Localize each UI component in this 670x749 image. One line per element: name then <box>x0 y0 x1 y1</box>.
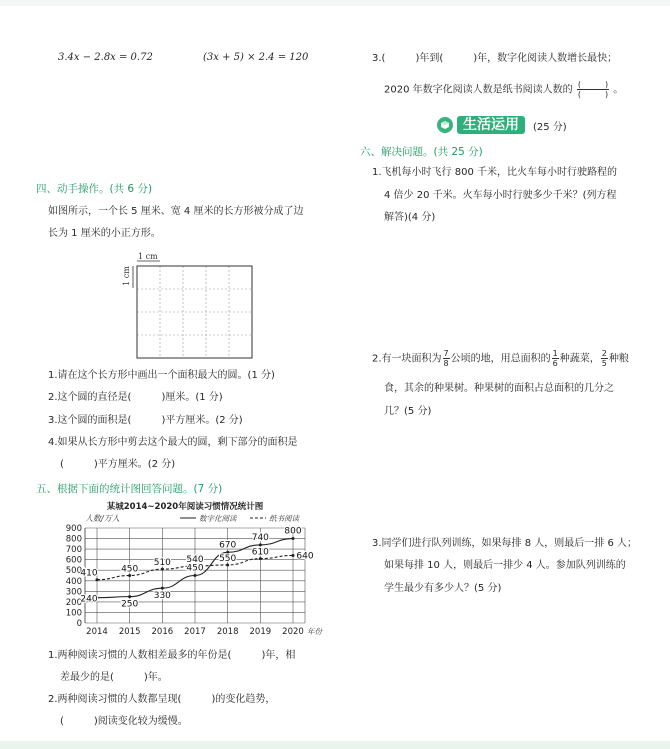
problem-2-line3: 几？(5 分) <box>384 406 432 417</box>
data-label: 450 <box>121 564 139 575</box>
p2-mid1: 公顷的地，用总面积的 <box>450 353 551 365</box>
x-tick-label: 2019 <box>249 627 272 637</box>
q3-frac-den: ( ) <box>577 90 609 99</box>
reading-chart <box>55 500 325 642</box>
legend-label-0: 数字化阅读 <box>199 514 237 523</box>
data-point <box>259 543 262 546</box>
data-label: 550 <box>219 553 237 564</box>
section-5-q3-fraction <box>577 80 609 99</box>
life-application-banner <box>437 116 567 134</box>
p2-f3-num: 2 <box>601 349 607 358</box>
section-4-q3: 3.这个圆的面积是( )平方厘米。(2 分) <box>48 415 243 426</box>
data-label: 800 <box>284 526 302 537</box>
grid-inner-lines <box>137 266 252 358</box>
equation-2: (3x + 5) × 2.4 = 120 <box>203 52 309 63</box>
section-4-heading: 四、动手操作。(共 6 分) <box>36 183 153 195</box>
q3-frac-num: ( ) <box>577 80 609 89</box>
problem-2-line2: 食，其余的种果树。种果树的面积占总面积的几分之 <box>384 383 614 394</box>
p2-fraction-2 <box>552 349 559 368</box>
section-4-intro-line1: 如图所示，一个长 5 厘米、宽 4 厘米的长方形被分成了边 <box>48 206 304 217</box>
grid-figure <box>120 250 260 362</box>
p2-post: 种粮 <box>608 353 629 365</box>
data-point <box>292 554 295 557</box>
top-strip <box>0 0 670 6</box>
section-5-q3-line2-post: 。 <box>613 84 624 96</box>
y-tick-label: 700 <box>65 545 82 556</box>
section-5-q3-line2-pre: 2020 年数字化阅读人数是纸书阅读人数的 <box>384 84 573 96</box>
x-tick-label: 2016 <box>151 627 174 637</box>
x-tick-label: 2020 <box>282 627 304 637</box>
problem-1-line1: 1.飞机每小时飞行 800 千米，比火车每小时行驶路程的 <box>372 167 617 178</box>
y-tick-label: 400 <box>65 576 82 587</box>
y-tick-label: 500 <box>65 566 82 577</box>
y-tick-label: 100 <box>65 608 82 619</box>
problem-1-line2: 4 倍少 20 千米。火车每小时行驶多少千米？(列方程 <box>384 190 617 201</box>
section-4-q2: 2.这个圆的直径是( )厘米。(1 分) <box>48 392 223 403</box>
p2-f2-den: 6 <box>552 359 558 368</box>
x-tick-label: 2014 <box>86 627 108 637</box>
grid-svg <box>120 250 260 362</box>
section-4-q4-line2: ( )平方厘米。(2 分) <box>60 459 176 470</box>
grid-unit-label: 1 cm <box>138 252 158 261</box>
data-point <box>292 537 295 540</box>
data-label: 640 <box>296 551 314 562</box>
chart-ylabel: 人数/万人 <box>85 514 120 523</box>
problem-3-line2: 如果每排 10 人，则最后一排少 4 人。参加队列训练的 <box>384 560 626 571</box>
problem-3-line3: 学生最少有多少人？(5 分) <box>384 583 502 594</box>
section-6-heading: 六、解决问题。(共 25 分) <box>360 146 483 158</box>
section-4-q1: 1.请在这个长方形中画出一个面积最大的圆。(1 分) <box>48 370 275 381</box>
p2-f3-den: 5 <box>601 359 607 368</box>
x-tick-label: 2015 <box>118 627 141 637</box>
y-tick-label: 600 <box>65 555 82 566</box>
legend-label-1: 纸书阅读 <box>269 514 299 523</box>
y-tick-label: 0 <box>76 619 82 629</box>
chart-title: 某城2014~2020年阅读习惯情况统计图 <box>106 502 264 512</box>
p2-f1-num: 7 <box>443 349 449 358</box>
p2-fraction-1 <box>443 349 450 368</box>
chart-x-ticks <box>86 627 323 637</box>
p2-mid2: 种蔬菜， <box>559 353 600 365</box>
data-label: 670 <box>219 540 237 551</box>
y-tick-label: 200 <box>65 597 82 608</box>
p2-f1-den: 8 <box>443 359 449 368</box>
section-5-q3-line2 <box>384 80 623 99</box>
banner-title: 生活运用 <box>457 116 525 134</box>
problem-2-line1 <box>372 349 629 368</box>
y-tick-label: 300 <box>65 587 82 598</box>
p2-fraction-3 <box>601 349 608 368</box>
banner-score: (25 分) <box>533 121 567 133</box>
section-5-q1-line1: 1.两种阅读习惯的人数相差最多的年份是( )年，相 <box>48 650 296 661</box>
chart-xlabel: 年份 <box>307 627 322 636</box>
data-label: 330 <box>153 591 171 602</box>
data-label: 510 <box>153 558 171 569</box>
section-4-q4-line1: 4.如果从长方形中剪去这个最大的圆，剩下部分的面积是 <box>48 437 298 448</box>
data-point <box>128 595 131 598</box>
equation-1: 3.4x − 2.8x = 0.72 <box>58 52 153 63</box>
bottom-strip <box>0 741 670 749</box>
chart-svg <box>55 500 325 642</box>
y-tick-label: 800 <box>65 534 82 545</box>
y-tick-label: 900 <box>65 524 82 534</box>
cube-icon <box>437 117 453 133</box>
problem-1-line3: 解答)(4 分) <box>384 212 436 223</box>
data-label: 250 <box>121 599 139 610</box>
section-5-heading: 五、根据下面的统计图回答问题。(7 分) <box>36 483 223 495</box>
x-tick-label: 2017 <box>184 627 206 637</box>
data-label: 410 <box>80 568 98 579</box>
data-point <box>194 574 197 577</box>
section-5-q2-line2: ( )阅读变化较为缓慢。 <box>60 716 188 727</box>
data-point <box>161 587 164 590</box>
chart-legend <box>180 514 300 523</box>
data-label: 740 <box>251 532 269 543</box>
section-5-q3-line1: 3.( )年到( )年，数字化阅读人数增长最快； <box>372 53 618 64</box>
section-4-intro-line2: 长为 1 厘米的小正方形。 <box>48 228 161 239</box>
data-label: 610 <box>251 547 269 558</box>
data-label: 450 <box>186 563 204 574</box>
data-label: 240 <box>80 594 98 605</box>
section-5-q1-line2: 差最少的是( )年。 <box>60 672 168 683</box>
section-5-q2-line1: 2.两种阅读习惯的人数都呈现( )的变化趋势， <box>48 694 276 705</box>
p2-pre: 2.有一块面积为 <box>372 353 442 365</box>
data-label: 540 <box>186 555 204 565</box>
x-tick-label: 2018 <box>216 627 239 637</box>
p2-f2-num: 1 <box>552 349 558 358</box>
grid-side-label: 1 cm <box>122 266 131 286</box>
problem-3-line1: 3.同学们进行队列训练，如果每排 8 人，则最后一排 6 人； <box>372 538 637 549</box>
